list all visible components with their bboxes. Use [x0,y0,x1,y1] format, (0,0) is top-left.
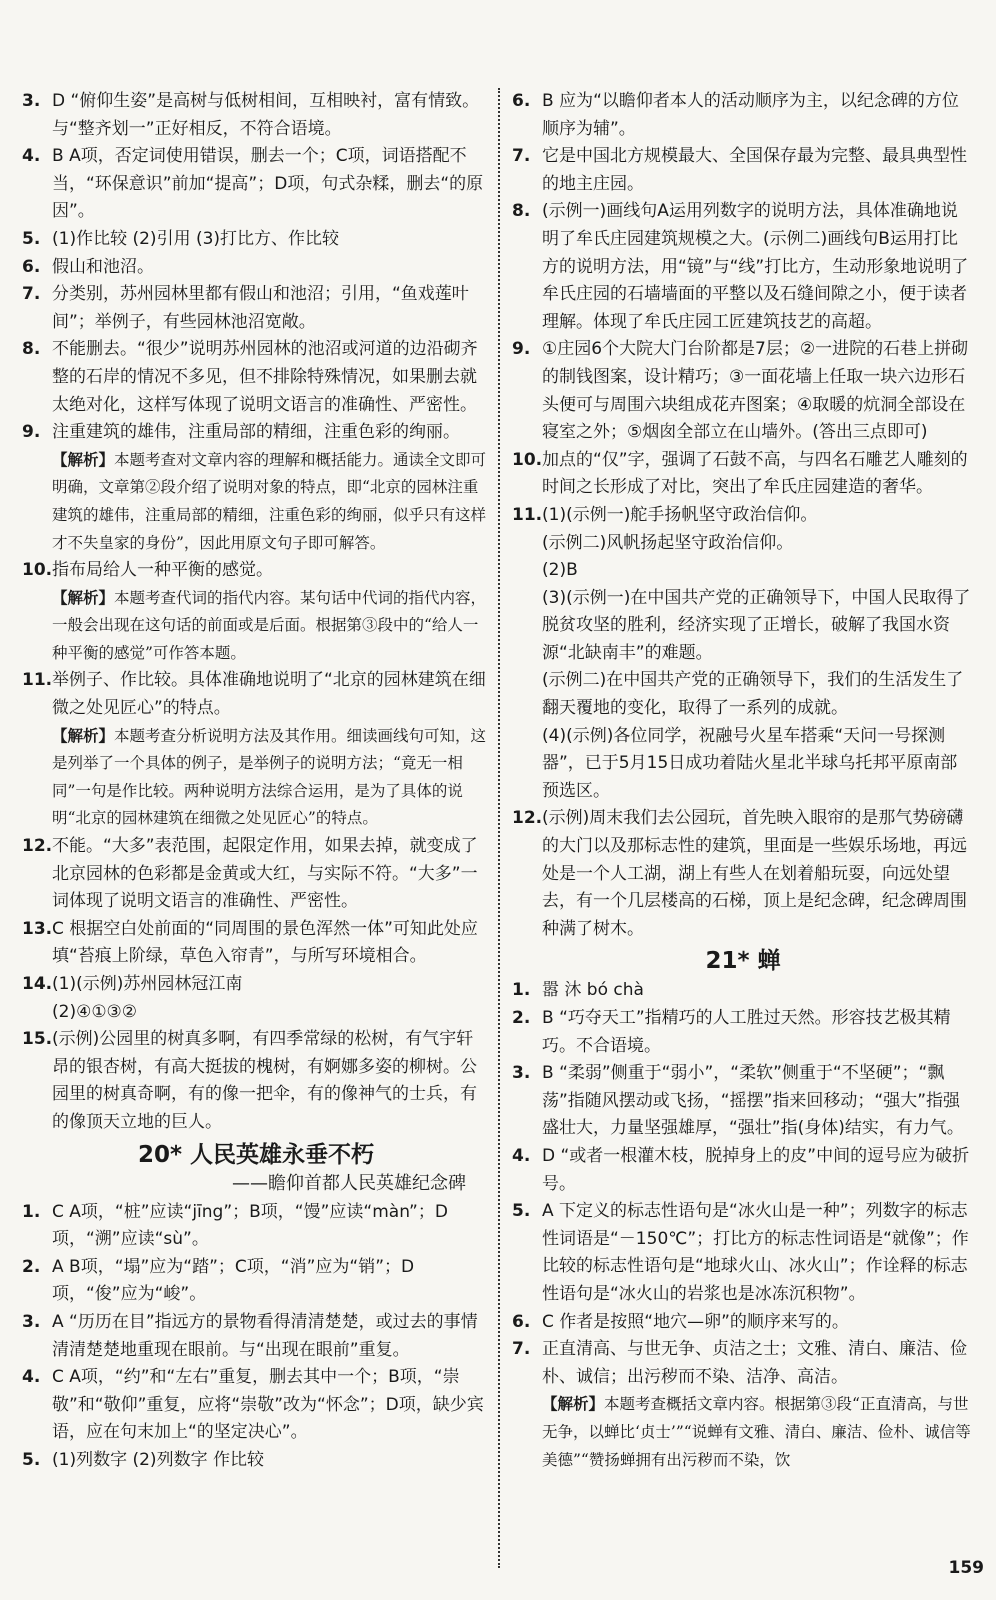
answer-text: 举例子、作比较。具体准确地说明了“北京的园林建筑在细微之处见匠心”的特点。 [52,670,486,719]
answer-text: A “历历在目”指远方的景物看得清清楚楚，或过去的事情清清楚楚地重现在眼前。与“出现在眼前”重复。 [52,1311,478,1360]
answer-text: 嚣 沐 bó chà [542,980,644,1001]
answer-list-section-20 [22,1199,490,1475]
answer-item [512,198,974,336]
answer-text: 不能删去。“很少”说明苏州园林的池沼或河道的边沿砌齐整的石岸的情况不多见，但不排除特殊情况，如果删去就太绝对化，这样写体现了说明文语言的准确性、严密性。 [52,339,478,415]
answer-number: 1. [22,1201,41,1222]
answer-number: 9. [512,339,531,360]
answer-number: 8. [512,201,531,222]
answer-number: 5. [512,1201,531,1222]
answer-number: 15. [22,1029,53,1050]
section-20-title: 20* 人民英雄永垂不朽 [137,1141,375,1168]
analysis-text: 本题考查分析说明方法及其作用。细读画线句可知，这是列举了一个具体的例子，是举例子的说明方法；“竟无一相同”一句是作比较。两种说明方法综合运用，是为了具体的说明“北京的园林建筑在细微之处见匠心”的特点。 [52,726,487,828]
answer-subline: (示例二)在中国共产党的正确领导下，我们的生活发生了翻天覆地的变化，取得了一系列的成就。 [542,670,964,719]
answer-number: 7. [22,284,41,305]
answer-item [22,1199,490,1254]
answer-text: C A项，“约”和“左右”重复，删去其中一个；B项，“崇敬”和“敬仰”重复，应将“崇敬”改为“怀念”；D项，缺少宾语，应在句末加上“的坚定决心”。 [52,1367,484,1443]
answer-item [512,1060,974,1143]
analysis-tag: 【解析】 [542,1395,605,1414]
right-column [512,88,974,1474]
answer-number: 5. [22,1449,41,1470]
answer-item [512,977,974,1005]
answer-item [22,281,490,336]
answer-item [22,1026,490,1136]
answer-item [22,1309,490,1364]
answer-number: 3. [22,1311,41,1332]
answer-text: 指布局给人一种平衡的感觉。 [52,560,273,581]
page-number: 159 [948,1558,984,1578]
answer-item [22,557,490,667]
answer-number: 6. [22,256,41,277]
answer-number: 13. [22,918,53,939]
answer-text: C 作者是按照“地穴—卵”的顺序来写的。 [542,1311,849,1332]
analysis-text: 本题考查概括文章内容。根据第③段“正直清高，与世无争，以蝉比‘贞士’”“说蝉有文雅、清白、廉洁、俭朴、诚信等美德”“赞扬蝉拥有出污秽而不染，饮 [542,1395,971,1469]
answer-number: 11. [22,670,53,691]
analysis-text: 本题考查对文章内容的理解和概括能力。通读全文即可明确，文章第②段介绍了说明对象的特点，即“北京的园林注重建筑的雄伟，注重局部的精细，注重色彩的绚丽，似乎只有这样才不失皇家的身份”，因此用原文句子即可解答。 [52,450,487,552]
answer-item [512,1198,974,1308]
answer-item [22,833,490,916]
answer-item [512,502,974,806]
answer-number: 12. [512,808,543,829]
answer-item [512,88,974,143]
answer-text: A B项，“塌”应为“踏”；C项，“消”应为“销”；D项，“俊”应为“峻”。 [52,1256,415,1305]
answer-text: 加点的“仅”字，强调了石鼓不高，与四名石雕艺人雕刻的时间之长形成了对比，突出了牟氏庄园建造的奢华。 [542,449,968,498]
answer-number: 4. [22,146,41,167]
answer-text: 正直清高、与世无争、贞洁之士；文雅、清白、廉洁、俭朴、诚信；出污秽而不染、洁净、高洁。 [542,1339,967,1387]
answer-subline: (2)B [542,560,578,581]
answer-text: 假山和池沼。 [52,256,154,277]
answer-text: B “巧夺天工”指精巧的人工胜过天然。形容技艺极其精巧。不合语境。 [542,1008,951,1056]
answer-subline: (3)(示例一)在中国共产党的正确领导下，中国人民取得了脱贫攻坚的胜利，经济实现了正增长，破解了我国水资源“北缺南丰”的难题。 [542,587,971,663]
answer-item [512,1309,974,1337]
answer-item [512,143,974,198]
answer-list-right [512,88,974,943]
analysis-block [52,447,490,557]
left-column [22,88,490,1475]
answer-item [512,805,974,943]
answer-number: 8. [22,339,41,360]
answer-item [512,1143,974,1198]
answer-text: (1)作比较 (2)引用 (3)打比方、作比较 [52,228,340,249]
answer-item [22,1364,490,1447]
answer-number: 4. [512,1145,531,1166]
answer-subline: (2)④①③② [52,1001,138,1022]
answer-number: 6. [512,91,531,111]
answer-text: 它是中国北方规模最大、全国保存最为完整、最具典型性的地主庄园。 [542,146,967,194]
answer-text: C 根据空白处前面的“同周围的景色浑然一体”可知此处应填“苔痕上阶绿，草色入帘青”，与所写环境相合。 [52,918,478,967]
analysis-text: 本题考查代词的指代内容。某句话中代词的指代内容，一般会出现在这句话的前面或是后面。根据第③段中的“给人一种平衡的感觉”可作答本题。 [52,588,487,662]
answer-number: 7. [512,146,531,167]
answer-text: D “俯仰生姿”是高树与低树相间，互相映衬，富有情致。与“整齐划一”正好相反，不符合语境。 [52,91,480,139]
analysis-block [52,585,490,668]
answer-text: B A项，否定词使用错误，删去一个；C项，词语搭配不当，“环保意识”前加“提高”；D项，句式杂糅，删去“的原因”。 [52,146,484,222]
answer-item [22,1254,490,1309]
answer-number: 4. [22,1367,41,1388]
answer-item [512,447,974,502]
answer-text: 不能。“大多”表范围，起限定作用，如果去掉，就变成了北京园林的色彩都是金黄或大红，与实际不符。“大多”一词体现了说明文语言的准确性、严密性。 [52,836,478,912]
answer-text: (1)(示例一)舵手扬帆坚守政治信仰。 [542,504,818,525]
answer-item [22,1447,490,1475]
answer-item [22,143,490,226]
section-20-subtitle: ——瞻仰首都人民英雄纪念碑 [232,1172,466,1194]
answer-number: 14. [22,974,53,994]
answer-list-left [22,88,490,1137]
answer-text: 分类别，苏州园林里都有假山和池沼；引用，“鱼戏莲叶间”；举例子，有些园林池沼宽敞。 [52,284,469,332]
answer-number: 12. [22,836,53,857]
section-21-title: 21* 蝉 [705,948,781,975]
answer-number: 10. [512,449,543,470]
answer-number: 9. [22,422,41,443]
analysis-tag: 【解析】 [52,588,115,607]
answer-item [22,226,490,254]
answer-number: 6. [512,1311,531,1332]
answer-number: 2. [512,1008,531,1028]
answer-item [512,336,974,446]
answer-number: 3. [512,1063,531,1084]
answer-text: (示例)公园里的树真多啊，有四季常绿的松树，有气宇轩昂的银杏树，有高大挺拔的槐树，有婀娜多姿的柳树。公园里的树真奇啊，有的像一把伞，有的像神气的士兵，有的像顶天立地的巨人。 [52,1029,477,1132]
answer-number: 7. [512,1339,531,1360]
answer-text: 注重建筑的雄伟，注重局部的精细，注重色彩的绚丽。 [52,422,460,443]
answer-number: 5. [22,228,41,249]
answer-number: 2. [22,1256,41,1277]
analysis-tag: 【解析】 [52,726,115,745]
answer-item [512,1005,974,1060]
answer-text: (1)列数字 (2)列数字 作比较 [52,1449,264,1470]
answer-item [22,88,490,143]
analysis-block [542,1391,974,1474]
answer-number: 10. [22,560,53,581]
answer-item [512,1336,974,1474]
answer-subline: (示例二)风帆扬起坚守政治信仰。 [542,532,794,553]
answer-text: A 下定义的标志性语句是“冰火山是一种”；列数字的标志性词语是“－150℃”；打比方的标志性词语是“就像”；作比较的标志性语句是“地球火山、冰火山”；作诠释的标志性语句是“冰火山的岩浆也是冰冻沉积物”。 [542,1201,969,1304]
answer-text: (示例一)画线句A运用列数字的说明方法，具体准确地说明了牟氏庄园建筑规模之大。(示例二)画线句B运用打比方的说明方法，用“镜”与“线”打比方，生动形象地说明了牟氏庄园的石墙墙面的平整以及石缝间隙之小，便于读者理解。体现了牟氏庄园工匠建筑技艺的高超。 [542,201,969,332]
answer-number: 1. [512,980,531,1001]
answer-item [22,916,490,971]
answer-subline: (4)(示例)各位同学，祝融号火星车搭乘“天问一号探测器”，已于5月15日成功着陆火星北半球乌托邦平原南部预选区。 [542,725,958,801]
answer-number: 3. [22,91,41,111]
answer-text: B “柔弱”侧重于“弱小”，“柔软”侧重于“不坚硬”；“飘荡”指随风摆动或飞扬，“摇摆”指来回移动；“强大”指强盛壮大，力量坚强雄厚，“强壮”指(身体)结实，有力气。 [542,1063,964,1139]
answer-number: 11. [512,504,543,525]
analysis-block [52,723,490,833]
answer-item [22,667,490,833]
answer-text: (示例)周末我们去公园玩，首先映入眼帘的是那气势磅礴的大门以及那标志性的建筑，里面是一些娱乐场地，再远处是一个人工湖，湖上有些人在划着船玩耍，向远处望去，有一个几层楼高的石梯，顶上是纪念碑，纪念碑周围种满了树木。 [542,808,967,939]
answer-item [22,254,490,282]
answer-item [22,336,490,419]
answer-list-section-21 [512,977,974,1474]
answer-text: D “或者一根灌木枝，脱掉身上的皮”中间的逗号应为破折号。 [542,1145,970,1194]
analysis-tag: 【解析】 [52,450,115,469]
column-divider [498,88,500,1568]
answer-text: C A项，“桩”应读“jīng”；B项，“馒”应读“màn”；D项，“溯”应读“sù”。 [52,1201,448,1250]
answer-text: B 应为“以瞻仰者本人的活动顺序为主，以纪念碑的方位顺序为辅”。 [542,91,959,139]
answer-item [22,971,490,1026]
answer-text: ①庄园6个大院大门台阶都是7层；②一进院的石巷上拼砌的制钱图案，设计精巧；③一面花墙上任取一块六边形石头便可与周围六块组成花卉图案；④取暖的炕洞全部设在寝室之外；⑤烟囱全部立在山墙外。(答出三点即可) [542,339,969,443]
answer-item [22,419,490,557]
answer-text: (1)(示例)苏州园林冠江南 [52,974,243,994]
